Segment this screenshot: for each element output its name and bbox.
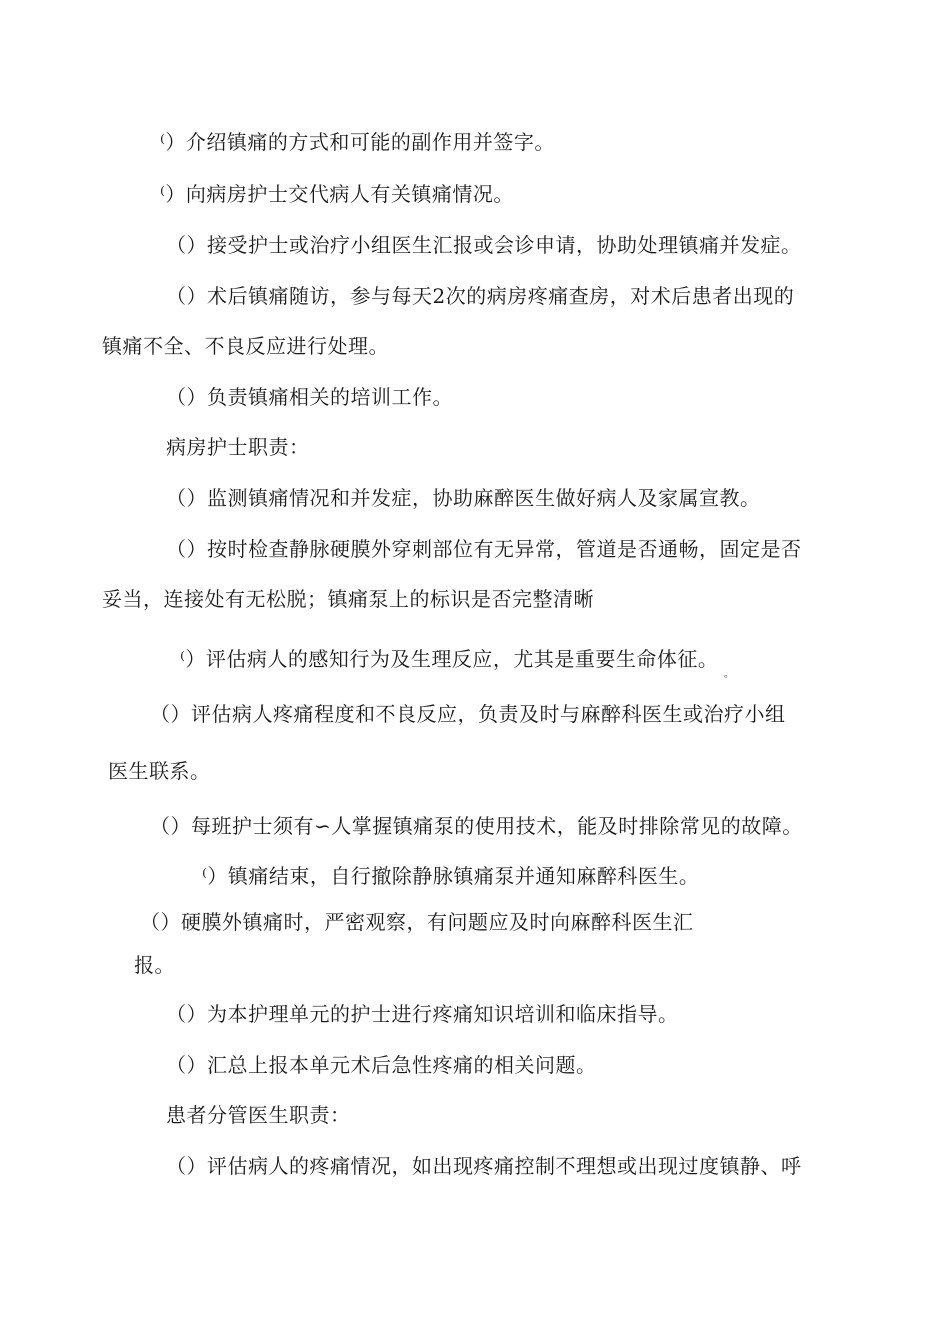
paragraph-line: 报。 [134, 953, 175, 977]
paragraph-line: 医生联系。 [108, 759, 211, 783]
paragraph-line: ⁽）介绍镇痛的方式和可能的副作用并签字。 [160, 130, 555, 154]
paragraph-line: ⁽）镇痛结束，自行撤除静脉镇痛泵并通知麻醉科医生。 [202, 864, 700, 888]
paragraph-line: ⁽）向病房护士交代病人有关镇痛情况。 [160, 182, 514, 206]
paragraph-line: （）术后镇痛随访，参与每天2次的病房疼痛查房，对术后患者出现的 [166, 284, 795, 308]
paragraph-line: （）负责镇痛相关的培训工作。 [166, 385, 453, 409]
paragraph-line: （）汇总上报本单元术后急性疼痛的相关问题。 [166, 1053, 597, 1077]
paragraph-line: （）监测镇痛情况和并发症，协助麻醉医生做好病人及家属宣教。 [166, 486, 761, 510]
stray-mark: 。 [724, 669, 734, 680]
paragraph-line: （）评估病人的疼痛情况，如出现疼痛控制不理想或出现过度镇静、呼 [166, 1154, 802, 1178]
paragraph-line: ⁽）评估病人的感知行为及生理反应，尤其是重要生命体征。 [180, 647, 719, 671]
paragraph-line: （）硬膜外镇痛时，严密观察，有问题应及时向麻醉科医生汇 [140, 910, 694, 934]
paragraph-line: 镇痛不全、不良反应进行处理。 [102, 334, 389, 358]
paragraph-line: 妥当，连接处有无松脱；镇痛泵上的标识是否完整清晰 [102, 587, 594, 611]
paragraph-line: （）按时检查静脉硬膜外穿刺部位有无异常，管道是否通畅，固定是否 [166, 537, 802, 561]
paragraph-line: （）为本护理单元的护士进行疼痛知识培训和临床指导。 [166, 1002, 679, 1026]
section-heading: 病房护士职责： [166, 435, 310, 459]
section-heading: 患者分管医生职责： [166, 1103, 351, 1127]
paragraph-line: （）评估病人疼痛程度和不良反应，负责及时与麻醉科医生或治疗小组 [150, 702, 786, 726]
paragraph-line: （）接受护士或治疗小组医生汇报或会诊申请，协助处理镇痛并发症。 [166, 233, 802, 257]
paragraph-line: （）每班护士须有∽人掌握镇痛泵的使用技术，能及时排除常见的故障。 [150, 814, 803, 838]
